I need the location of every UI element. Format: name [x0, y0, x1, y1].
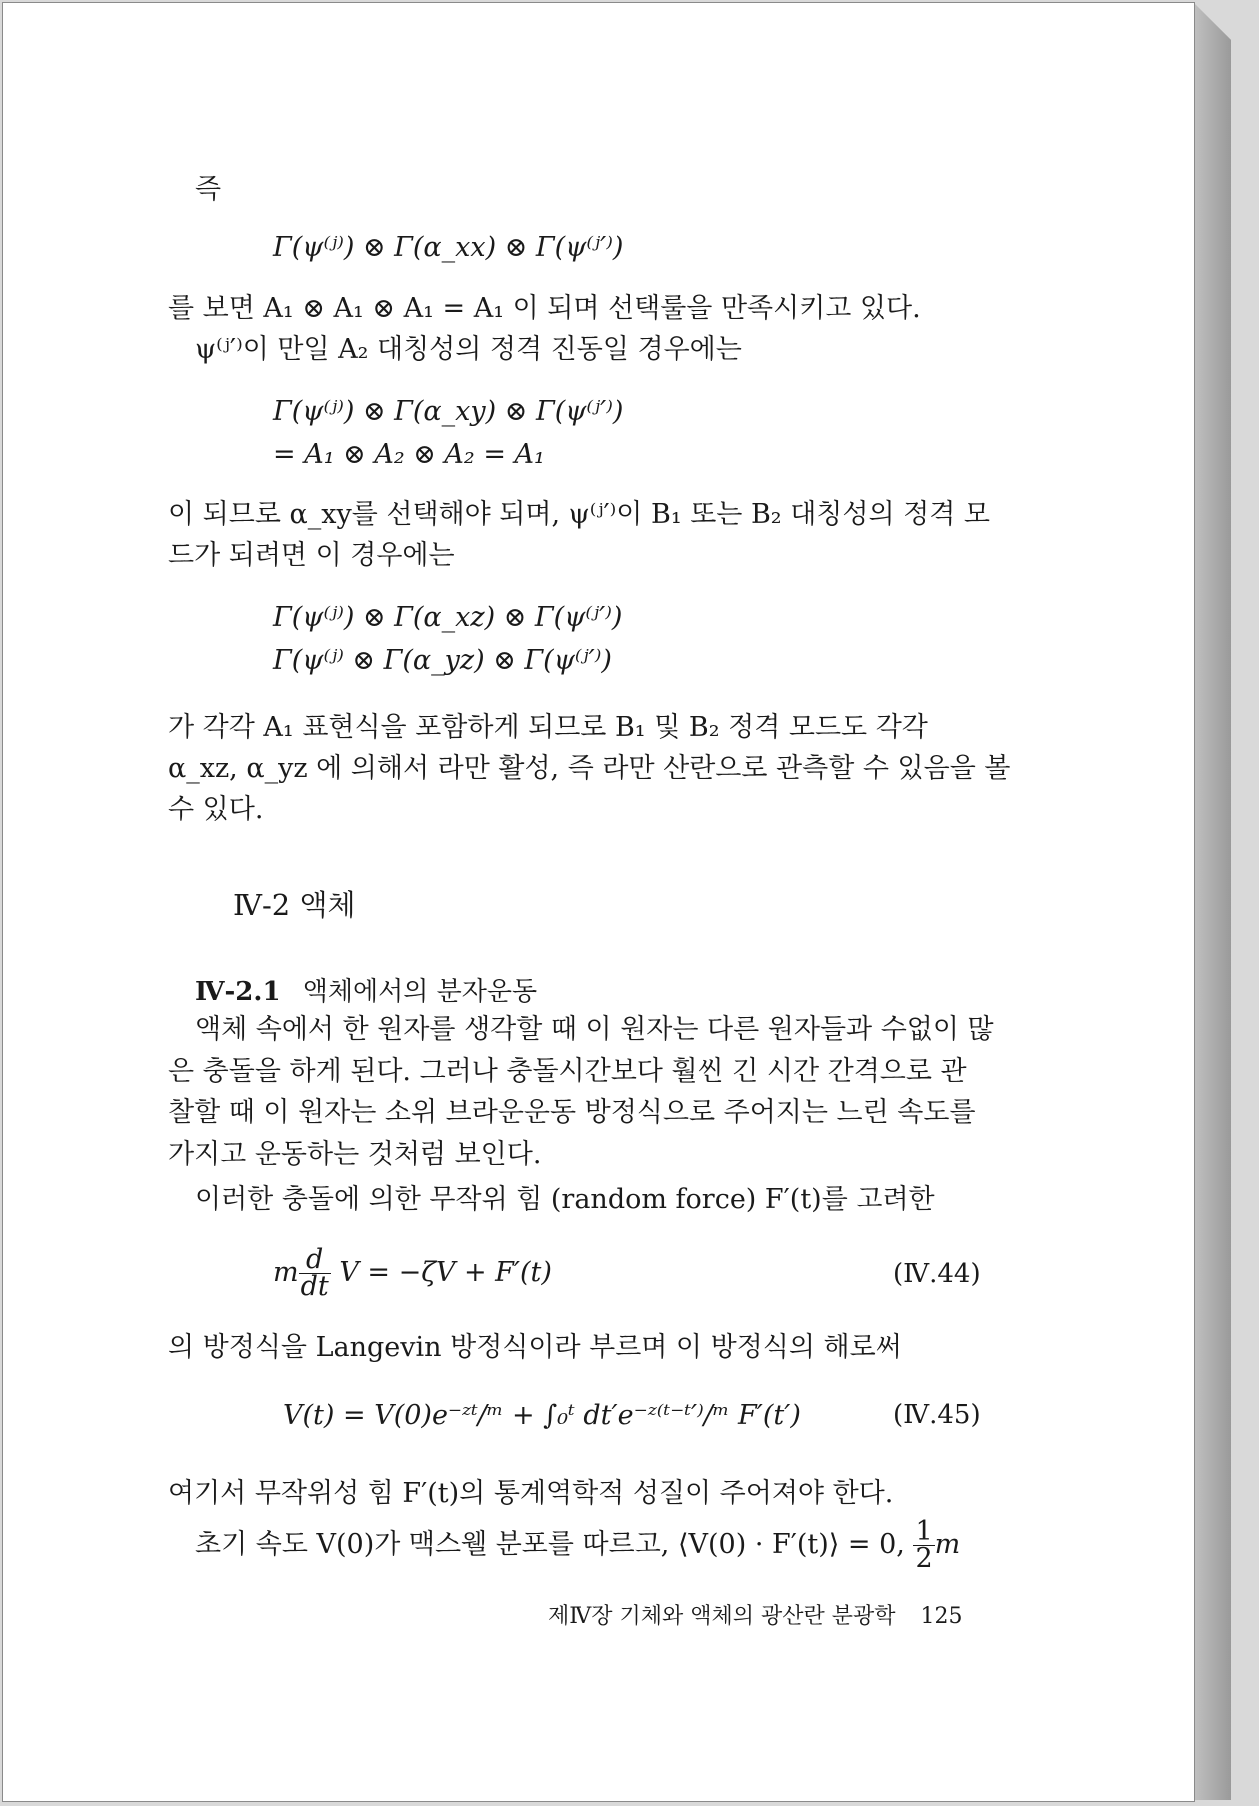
equation-number: (Ⅳ.45) [893, 1400, 981, 1430]
text-line: α_xz, α_yz 에 의해서 라만 활성, 즉 라만 산란으로 관측할 수 있음을 볼 [168, 753, 1011, 784]
text-line: 를 보면 A₁ ⊗ A₁ ⊗ A₁ = A₁ 이 되며 선택룰을 만족시키고 있다. [168, 293, 921, 324]
text-line: 드가 되려면 이 경우에는 [168, 540, 455, 571]
text-segment: m [934, 1529, 961, 1560]
fraction-denominator: 2 [915, 1543, 933, 1574]
document-page [2, 2, 1195, 1802]
text-line: 가지고 운동하는 것처럼 보인다. [168, 1139, 542, 1170]
equation-iv44 [273, 1243, 552, 1303]
subsection-title: 액체에서의 분자운동 [302, 977, 538, 1007]
subsection-heading [195, 971, 537, 1008]
page-number: 125 [920, 1604, 963, 1629]
text-line: 수 있다. [168, 794, 264, 825]
fraction-numerator: 1 [915, 1516, 933, 1547]
text-line: 즉 [195, 174, 222, 205]
text-line: 가 각각 A₁ 표현식을 포함하게 되므로 B₁ 및 B₂ 정격 모드도 각각 [168, 712, 928, 743]
equation-line: Γ(ψ⁽ʲ⁾ ⊗ Γ(α_yz) ⊗ Γ(ψ⁽ʲ′⁾) [273, 645, 612, 676]
text-line: 여기서 무작위성 힘 F′(t)의 통계역학적 성질이 주어져야 한다. [168, 1478, 894, 1509]
fraction-numerator: d [299, 1247, 331, 1274]
running-footer [548, 1599, 962, 1630]
text-line: ψ⁽ʲ′⁾이 만일 A₂ 대칭성의 정격 진동일 경우에는 [195, 334, 742, 365]
equation-iv45: V(t) = V(0)e⁻ᶻᵗ/ᵐ + ∫₀ᵗ dt′e⁻ᶻ⁽ᵗ⁻ᵗ′⁾/ᵐ F′(t′) [283, 1400, 801, 1431]
equation-number: (Ⅳ.44) [893, 1259, 981, 1289]
equation-mass: m [273, 1257, 299, 1288]
text-segment: 초기 속도 V(0)가 맥스웰 분포를 따르고, ⟨V(0) · F′(t)⟩ = 0, [195, 1529, 905, 1560]
fraction-denominator: dt [300, 1271, 329, 1302]
derivative-fraction [299, 1244, 331, 1302]
equation-line: = A₁ ⊗ A₂ ⊗ A₂ = A₁ [273, 439, 545, 470]
equation-line: Γ(ψ⁽ʲ⁾) ⊗ Γ(α_xz) ⊗ Γ(ψ⁽ʲ′⁾) [273, 602, 623, 633]
text-line: 의 방정식을 Langevin 방정식이라 부르며 이 방정식의 해로써 [168, 1332, 902, 1363]
half-fraction [913, 1516, 934, 1574]
text-line: 찰할 때 이 원자는 소위 브라운운동 방정식으로 주어지는 느린 속도를 [168, 1097, 976, 1128]
equation-line: Γ(ψ⁽ʲ⁾) ⊗ Γ(α_xy) ⊗ Γ(ψ⁽ʲ′⁾) [273, 396, 624, 427]
equation-line: Γ(ψ⁽ʲ⁾) ⊗ Γ(α_xx) ⊗ Γ(ψ⁽ʲ′⁾) [273, 232, 624, 263]
page-edge-shadow [1195, 4, 1231, 1800]
equation-rhs: V = −ζV + F′(t) [330, 1257, 552, 1288]
text-line: 이 되므로 α_xy를 선택해야 되며, ψ⁽ʲ′⁾이 B₁ 또는 B₂ 대칭성의 정격 모 [168, 499, 990, 530]
subsection-number: Ⅳ-2.1 [195, 977, 281, 1007]
text-line: 이러한 충돌에 의한 무작위 힘 (random force) F′(t)를 고려한 [195, 1184, 935, 1215]
text-line [195, 1515, 960, 1575]
text-line: 은 충돌을 하게 된다. 그러나 충돌시간보다 훨씬 긴 시간 간격으로 관 [168, 1056, 967, 1087]
text-line: 액체 속에서 한 원자를 생각할 때 이 원자는 다른 원자들과 수없이 많 [195, 1014, 994, 1045]
section-heading: Ⅳ-2 액체 [233, 888, 356, 922]
chapter-title: 제Ⅳ장 기체와 액체의 광산란 분광학 [548, 1604, 896, 1629]
